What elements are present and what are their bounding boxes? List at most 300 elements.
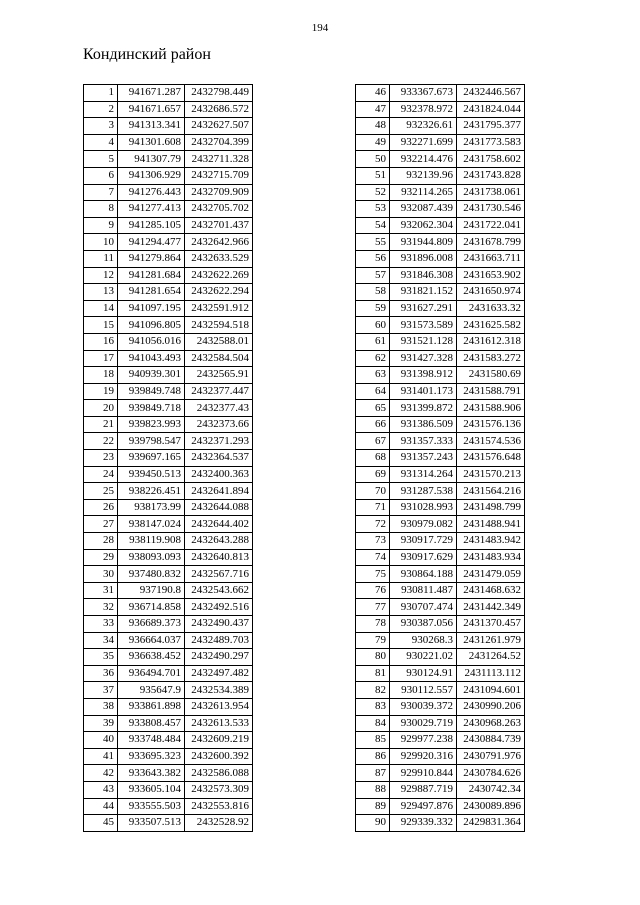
y-coordinate-cell: 2432573.309	[185, 781, 253, 798]
y-coordinate-cell: 2431583.272	[457, 350, 525, 367]
point-number-cell: 10	[84, 234, 118, 251]
y-coordinate-cell: 2432490.437	[185, 616, 253, 633]
x-coordinate-cell: 931846.308	[390, 267, 457, 284]
point-number-cell: 75	[356, 566, 390, 583]
point-number-cell: 67	[356, 433, 390, 450]
y-coordinate-cell: 2432377.43	[185, 400, 253, 417]
y-coordinate-cell: 2432489.703	[185, 632, 253, 649]
point-number-cell: 55	[356, 234, 390, 251]
x-coordinate-cell: 938093.093	[118, 549, 185, 566]
table-row	[84, 300, 253, 317]
point-number-cell: 35	[84, 649, 118, 666]
y-coordinate-cell: 2431483.934	[457, 549, 525, 566]
point-number-cell: 29	[84, 549, 118, 566]
table-row	[84, 765, 253, 782]
point-number-cell: 76	[356, 582, 390, 599]
x-coordinate-cell: 941301.608	[118, 134, 185, 151]
y-coordinate-cell: 2432534.389	[185, 682, 253, 699]
x-coordinate-cell: 939450.513	[118, 466, 185, 483]
table-row	[84, 317, 253, 334]
table-row	[356, 267, 525, 284]
table-row	[356, 516, 525, 533]
x-coordinate-cell: 931314.264	[390, 466, 457, 483]
coordinates-table-left	[83, 84, 253, 832]
y-coordinate-cell: 2432798.449	[185, 85, 253, 102]
y-coordinate-cell: 2432594.518	[185, 317, 253, 334]
y-coordinate-cell: 2431633.32	[457, 300, 525, 317]
x-coordinate-cell: 936689.373	[118, 616, 185, 633]
table-row	[84, 748, 253, 765]
y-coordinate-cell: 2432715.709	[185, 167, 253, 184]
table-row	[84, 201, 253, 218]
y-coordinate-cell: 2432565.91	[185, 367, 253, 384]
point-number-cell: 48	[356, 118, 390, 135]
point-number-cell: 31	[84, 582, 118, 599]
point-number-cell: 82	[356, 682, 390, 699]
x-coordinate-cell: 941671.657	[118, 101, 185, 118]
point-number-cell: 53	[356, 201, 390, 218]
x-coordinate-cell: 936714.858	[118, 599, 185, 616]
point-number-cell: 80	[356, 649, 390, 666]
table-row	[356, 333, 525, 350]
y-coordinate-cell: 2432528.92	[185, 815, 253, 832]
table-row	[356, 300, 525, 317]
x-coordinate-cell: 932087.439	[390, 201, 457, 218]
x-coordinate-cell: 941056.016	[118, 333, 185, 350]
table-row	[84, 184, 253, 201]
y-coordinate-cell: 2432642.966	[185, 234, 253, 251]
y-coordinate-cell: 2432588.01	[185, 333, 253, 350]
y-coordinate-cell: 2431264.52	[457, 649, 525, 666]
point-number-cell: 83	[356, 698, 390, 715]
x-coordinate-cell: 930917.629	[390, 549, 457, 566]
y-coordinate-cell: 2431574.536	[457, 433, 525, 450]
point-number-cell: 26	[84, 499, 118, 516]
point-number-cell: 71	[356, 499, 390, 516]
y-coordinate-cell: 2432553.816	[185, 798, 253, 815]
y-coordinate-cell: 2432627.507	[185, 118, 253, 135]
x-coordinate-cell: 930112.557	[390, 682, 457, 699]
table-row	[84, 582, 253, 599]
table-row	[84, 367, 253, 384]
point-number-cell: 22	[84, 433, 118, 450]
table-row	[356, 665, 525, 682]
y-coordinate-cell: 2431588.791	[457, 383, 525, 400]
table-row	[356, 201, 525, 218]
x-coordinate-cell: 939823.993	[118, 416, 185, 433]
x-coordinate-cell: 930864.188	[390, 566, 457, 583]
x-coordinate-cell: 941276.443	[118, 184, 185, 201]
y-coordinate-cell: 2432377.447	[185, 383, 253, 400]
point-number-cell: 18	[84, 367, 118, 384]
y-coordinate-cell: 2430089.896	[457, 798, 525, 815]
x-coordinate-cell: 931357.243	[390, 450, 457, 467]
point-number-cell: 37	[84, 682, 118, 699]
point-number-cell: 84	[356, 715, 390, 732]
x-coordinate-cell: 939798.547	[118, 433, 185, 450]
table-row	[84, 118, 253, 135]
point-number-cell: 2	[84, 101, 118, 118]
y-coordinate-cell: 2432711.328	[185, 151, 253, 168]
y-coordinate-cell: 2431588.906	[457, 400, 525, 417]
x-coordinate-cell: 931627.291	[390, 300, 457, 317]
y-coordinate-cell: 2432492.516	[185, 599, 253, 616]
page-number: 194	[311, 22, 329, 34]
point-number-cell: 44	[84, 798, 118, 815]
y-coordinate-cell: 2431576.648	[457, 450, 525, 467]
x-coordinate-cell: 936664.037	[118, 632, 185, 649]
point-number-cell: 52	[356, 184, 390, 201]
x-coordinate-cell: 931357.333	[390, 433, 457, 450]
x-coordinate-cell: 930029.719	[390, 715, 457, 732]
table-row	[356, 765, 525, 782]
point-number-cell: 59	[356, 300, 390, 317]
x-coordinate-cell: 933507.513	[118, 815, 185, 832]
table-row	[356, 383, 525, 400]
table-row	[84, 781, 253, 798]
point-number-cell: 16	[84, 333, 118, 350]
x-coordinate-cell: 939697.165	[118, 450, 185, 467]
y-coordinate-cell: 2432591.912	[185, 300, 253, 317]
table-row	[356, 450, 525, 467]
point-number-cell: 38	[84, 698, 118, 715]
point-number-cell: 89	[356, 798, 390, 815]
point-number-cell: 33	[84, 616, 118, 633]
point-number-cell: 5	[84, 151, 118, 168]
table-row	[356, 698, 525, 715]
table-row	[84, 549, 253, 566]
table-row	[356, 649, 525, 666]
x-coordinate-cell: 932139.96	[390, 167, 457, 184]
x-coordinate-cell: 938226.451	[118, 483, 185, 500]
x-coordinate-cell: 932062.304	[390, 217, 457, 234]
x-coordinate-cell: 941306.929	[118, 167, 185, 184]
table-row	[356, 416, 525, 433]
x-coordinate-cell: 931398.912	[390, 367, 457, 384]
point-number-cell: 78	[356, 616, 390, 633]
table-row	[356, 616, 525, 633]
y-coordinate-cell: 2432373.66	[185, 416, 253, 433]
x-coordinate-cell: 930979.082	[390, 516, 457, 533]
region-title: Кондинский район	[83, 46, 211, 63]
table-row	[84, 682, 253, 699]
point-number-cell: 65	[356, 400, 390, 417]
point-number-cell: 73	[356, 533, 390, 550]
table-row	[84, 151, 253, 168]
x-coordinate-cell: 938119.908	[118, 533, 185, 550]
table-row	[356, 250, 525, 267]
y-coordinate-cell: 2431580.69	[457, 367, 525, 384]
x-coordinate-cell: 941281.654	[118, 284, 185, 301]
point-number-cell: 42	[84, 765, 118, 782]
point-number-cell: 85	[356, 732, 390, 749]
y-coordinate-cell: 2431678.799	[457, 234, 525, 251]
x-coordinate-cell: 929977.238	[390, 732, 457, 749]
point-number-cell: 56	[356, 250, 390, 267]
y-coordinate-cell: 2430784.626	[457, 765, 525, 782]
x-coordinate-cell: 941285.105	[118, 217, 185, 234]
table-row	[356, 134, 525, 151]
point-number-cell: 41	[84, 748, 118, 765]
x-coordinate-cell: 930124.91	[390, 665, 457, 682]
y-coordinate-cell: 2431442.349	[457, 599, 525, 616]
point-number-cell: 40	[84, 732, 118, 749]
x-coordinate-cell: 931896.008	[390, 250, 457, 267]
point-number-cell: 43	[84, 781, 118, 798]
point-number-cell: 21	[84, 416, 118, 433]
y-coordinate-cell: 2432609.219	[185, 732, 253, 749]
table-row	[84, 698, 253, 715]
point-number-cell: 70	[356, 483, 390, 500]
x-coordinate-cell: 929339.332	[390, 815, 457, 832]
x-coordinate-cell: 931573.589	[390, 317, 457, 334]
table-row	[356, 483, 525, 500]
point-number-cell: 11	[84, 250, 118, 267]
table-row	[84, 566, 253, 583]
y-coordinate-cell: 2431094.601	[457, 682, 525, 699]
x-coordinate-cell: 938147.024	[118, 516, 185, 533]
point-number-cell: 50	[356, 151, 390, 168]
y-coordinate-cell: 2432643.288	[185, 533, 253, 550]
point-number-cell: 47	[356, 101, 390, 118]
table-row	[84, 798, 253, 815]
point-number-cell: 51	[356, 167, 390, 184]
x-coordinate-cell: 933748.484	[118, 732, 185, 749]
point-number-cell: 64	[356, 383, 390, 400]
x-coordinate-cell: 930268.3	[390, 632, 457, 649]
point-number-cell: 58	[356, 284, 390, 301]
table-row	[356, 632, 525, 649]
y-coordinate-cell: 2430742.34	[457, 781, 525, 798]
y-coordinate-cell: 2432364.537	[185, 450, 253, 467]
table-row	[356, 317, 525, 334]
table-row	[356, 781, 525, 798]
point-number-cell: 17	[84, 350, 118, 367]
table-row	[84, 167, 253, 184]
point-number-cell: 6	[84, 167, 118, 184]
table-row	[356, 582, 525, 599]
x-coordinate-cell: 930039.372	[390, 698, 457, 715]
y-coordinate-cell: 2432400.363	[185, 466, 253, 483]
x-coordinate-cell: 930387.056	[390, 616, 457, 633]
table-row	[356, 101, 525, 118]
x-coordinate-cell: 937190.8	[118, 582, 185, 599]
table-row	[84, 383, 253, 400]
x-coordinate-cell: 941307.79	[118, 151, 185, 168]
point-number-cell: 45	[84, 815, 118, 832]
y-coordinate-cell: 2431488.941	[457, 516, 525, 533]
point-number-cell: 39	[84, 715, 118, 732]
x-coordinate-cell: 939849.748	[118, 383, 185, 400]
y-coordinate-cell: 2432701.437	[185, 217, 253, 234]
y-coordinate-cell: 2431625.582	[457, 317, 525, 334]
x-coordinate-cell: 940939.301	[118, 367, 185, 384]
point-number-cell: 86	[356, 748, 390, 765]
point-number-cell: 3	[84, 118, 118, 135]
x-coordinate-cell: 931427.328	[390, 350, 457, 367]
coordinates-table-right	[355, 84, 525, 832]
x-coordinate-cell: 941097.195	[118, 300, 185, 317]
x-coordinate-cell: 931386.509	[390, 416, 457, 433]
table-row	[84, 217, 253, 234]
y-coordinate-cell: 2432584.504	[185, 350, 253, 367]
table-row	[356, 533, 525, 550]
y-coordinate-cell: 2432704.399	[185, 134, 253, 151]
table-row	[84, 732, 253, 749]
y-coordinate-cell: 2432543.662	[185, 582, 253, 599]
y-coordinate-cell: 2431261.979	[457, 632, 525, 649]
table-row	[356, 732, 525, 749]
y-coordinate-cell: 2431370.457	[457, 616, 525, 633]
table-row	[356, 549, 525, 566]
table-row	[84, 483, 253, 500]
y-coordinate-cell: 2431498.799	[457, 499, 525, 516]
point-number-cell: 46	[356, 85, 390, 102]
y-coordinate-cell: 2431730.546	[457, 201, 525, 218]
table-row	[84, 632, 253, 649]
y-coordinate-cell: 2431570.213	[457, 466, 525, 483]
table-row	[84, 267, 253, 284]
y-coordinate-cell: 2431576.136	[457, 416, 525, 433]
x-coordinate-cell: 931401.173	[390, 383, 457, 400]
table-row	[356, 466, 525, 483]
x-coordinate-cell: 930707.474	[390, 599, 457, 616]
y-coordinate-cell: 2431743.828	[457, 167, 525, 184]
point-number-cell: 7	[84, 184, 118, 201]
y-coordinate-cell: 2431468.632	[457, 582, 525, 599]
y-coordinate-cell: 2429831.364	[457, 815, 525, 832]
y-coordinate-cell: 2432490.297	[185, 649, 253, 666]
table-row	[84, 466, 253, 483]
table-row	[356, 815, 525, 832]
y-coordinate-cell: 2431758.602	[457, 151, 525, 168]
y-coordinate-cell: 2430990.206	[457, 698, 525, 715]
x-coordinate-cell: 933643.382	[118, 765, 185, 782]
x-coordinate-cell: 932271.699	[390, 134, 457, 151]
x-coordinate-cell: 941279.864	[118, 250, 185, 267]
table-row	[356, 499, 525, 516]
table-row	[84, 715, 253, 732]
table-row	[356, 682, 525, 699]
table-row	[356, 566, 525, 583]
x-coordinate-cell: 936494.701	[118, 665, 185, 682]
point-number-cell: 36	[84, 665, 118, 682]
point-number-cell: 25	[84, 483, 118, 500]
point-number-cell: 23	[84, 450, 118, 467]
table-row	[356, 400, 525, 417]
table-row	[84, 616, 253, 633]
y-coordinate-cell: 2430791.976	[457, 748, 525, 765]
table-row	[84, 284, 253, 301]
y-coordinate-cell: 2432644.402	[185, 516, 253, 533]
y-coordinate-cell: 2432644.088	[185, 499, 253, 516]
table-row	[356, 217, 525, 234]
table-row	[356, 350, 525, 367]
x-coordinate-cell: 930917.729	[390, 533, 457, 550]
y-coordinate-cell: 2432633.529	[185, 250, 253, 267]
x-coordinate-cell: 941313.341	[118, 118, 185, 135]
point-number-cell: 14	[84, 300, 118, 317]
y-coordinate-cell: 2432640.813	[185, 549, 253, 566]
x-coordinate-cell: 937480.832	[118, 566, 185, 583]
table-row	[84, 599, 253, 616]
x-coordinate-cell: 931521.128	[390, 333, 457, 350]
y-coordinate-cell: 2432622.294	[185, 284, 253, 301]
y-coordinate-cell: 2431824.044	[457, 101, 525, 118]
y-coordinate-cell: 2432622.269	[185, 267, 253, 284]
x-coordinate-cell: 932214.476	[390, 151, 457, 168]
table-row	[356, 798, 525, 815]
y-coordinate-cell: 2432641.894	[185, 483, 253, 500]
table-row	[84, 649, 253, 666]
y-coordinate-cell: 2432600.392	[185, 748, 253, 765]
y-coordinate-cell: 2431612.318	[457, 333, 525, 350]
x-coordinate-cell: 941096.805	[118, 317, 185, 334]
y-coordinate-cell: 2431650.974	[457, 284, 525, 301]
point-number-cell: 63	[356, 367, 390, 384]
table-row	[84, 400, 253, 417]
point-number-cell: 1	[84, 85, 118, 102]
x-coordinate-cell: 933695.323	[118, 748, 185, 765]
y-coordinate-cell: 2432709.909	[185, 184, 253, 201]
x-coordinate-cell: 936638.452	[118, 649, 185, 666]
x-coordinate-cell: 939849.718	[118, 400, 185, 417]
point-number-cell: 81	[356, 665, 390, 682]
x-coordinate-cell: 932378.972	[390, 101, 457, 118]
x-coordinate-cell: 941281.684	[118, 267, 185, 284]
x-coordinate-cell: 933605.104	[118, 781, 185, 798]
table-row	[84, 499, 253, 516]
y-coordinate-cell: 2432705.702	[185, 201, 253, 218]
y-coordinate-cell: 2432613.533	[185, 715, 253, 732]
table-row	[84, 234, 253, 251]
point-number-cell: 87	[356, 765, 390, 782]
table-row	[84, 533, 253, 550]
x-coordinate-cell: 931028.993	[390, 499, 457, 516]
y-coordinate-cell: 2432613.954	[185, 698, 253, 715]
point-number-cell: 8	[84, 201, 118, 218]
x-coordinate-cell: 938173.99	[118, 499, 185, 516]
x-coordinate-cell: 941671.287	[118, 85, 185, 102]
x-coordinate-cell: 929910.844	[390, 765, 457, 782]
point-number-cell: 15	[84, 317, 118, 334]
table-row	[84, 665, 253, 682]
table-row	[84, 85, 253, 102]
x-coordinate-cell: 941277.413	[118, 201, 185, 218]
point-number-cell: 61	[356, 333, 390, 350]
x-coordinate-cell: 933861.898	[118, 698, 185, 715]
y-coordinate-cell: 2432586.088	[185, 765, 253, 782]
table-row	[84, 516, 253, 533]
point-number-cell: 24	[84, 466, 118, 483]
y-coordinate-cell: 2432446.567	[457, 85, 525, 102]
point-number-cell: 74	[356, 549, 390, 566]
y-coordinate-cell: 2431722.041	[457, 217, 525, 234]
y-coordinate-cell: 2431564.216	[457, 483, 525, 500]
x-coordinate-cell: 941043.493	[118, 350, 185, 367]
y-coordinate-cell: 2431483.942	[457, 533, 525, 550]
x-coordinate-cell: 933555.503	[118, 798, 185, 815]
y-coordinate-cell: 2432686.572	[185, 101, 253, 118]
x-coordinate-cell: 931821.152	[390, 284, 457, 301]
point-number-cell: 34	[84, 632, 118, 649]
table-row	[356, 234, 525, 251]
x-coordinate-cell: 929887.719	[390, 781, 457, 798]
point-number-cell: 20	[84, 400, 118, 417]
point-number-cell: 66	[356, 416, 390, 433]
table-row	[84, 134, 253, 151]
table-row	[84, 101, 253, 118]
